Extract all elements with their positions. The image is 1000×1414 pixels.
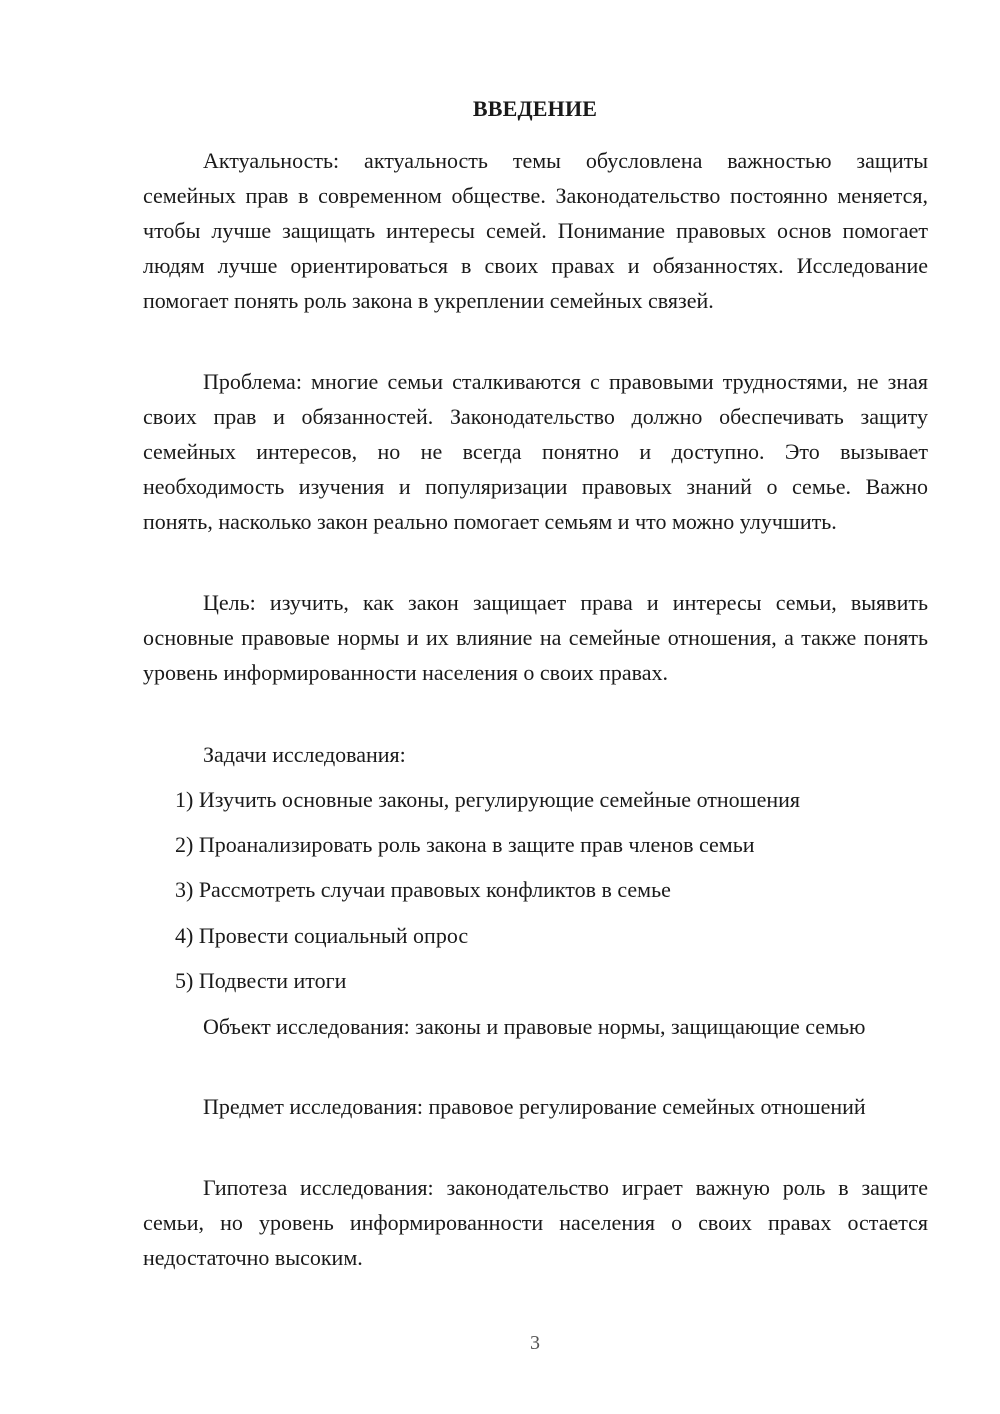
goal-paragraph: Цель: изучить, как закон защищает права и интересы семьи, выявить основные правовые нормы и их влияние на семейные отношения, а также понять уровень информированности населения о своих правах.	[143, 590, 928, 685]
hypothesis-paragraph: Гипотеза исследования: законодательство играет важную роль в защите семьи, но уровень информированности населения о своих правах остается недостаточно высоким.	[143, 1175, 928, 1270]
task-item: 1) Изучить основные законы, регулирующие семейные отношения	[175, 787, 801, 812]
task-item: 4) Провести социальный опрос	[175, 923, 469, 948]
problem-paragraph: Проблема: многие семьи сталкиваются с правовыми трудностями, не зная своих прав и обязанностей. Законодательство должно обеспечивать защиту семейных интересов, но не всегда понятно и доступно. Это вызывает необходимость изучения и популяризации правовых знаний о семье. Важно понять, насколько закон реально помогает семьям и что можно улучшить.	[143, 369, 928, 534]
subject-paragraph: Предмет исследования: правовое регулирование семейных отношений	[203, 1094, 866, 1119]
page-number: 3	[530, 1332, 540, 1354]
object-paragraph: Объект исследования: законы и правовые нормы, защищающие семью	[203, 1014, 866, 1039]
task-item: 5) Подвести итоги	[175, 968, 347, 993]
tasks-title: Задачи исследования:	[203, 742, 406, 767]
task-item: 2) Проанализировать роль закона в защите прав членов семьи	[175, 832, 755, 857]
task-item: 3) Рассмотреть случаи правовых конфликтов в семье	[175, 877, 671, 902]
relevance-paragraph: Актуальность: актуальность темы обусловлена важностью защиты семейных прав в современном обществе. Законодательство постоянно меняется, чтобы лучше защищать интересы семей. Понимание правовых основ помогает людям лучше ориентироваться в своих правах и обязанностях. Исследование помогает понять роль закона в укреплении семейных связей.	[143, 148, 928, 313]
section-heading: ВВЕДЕНИЕ	[472, 96, 598, 121]
